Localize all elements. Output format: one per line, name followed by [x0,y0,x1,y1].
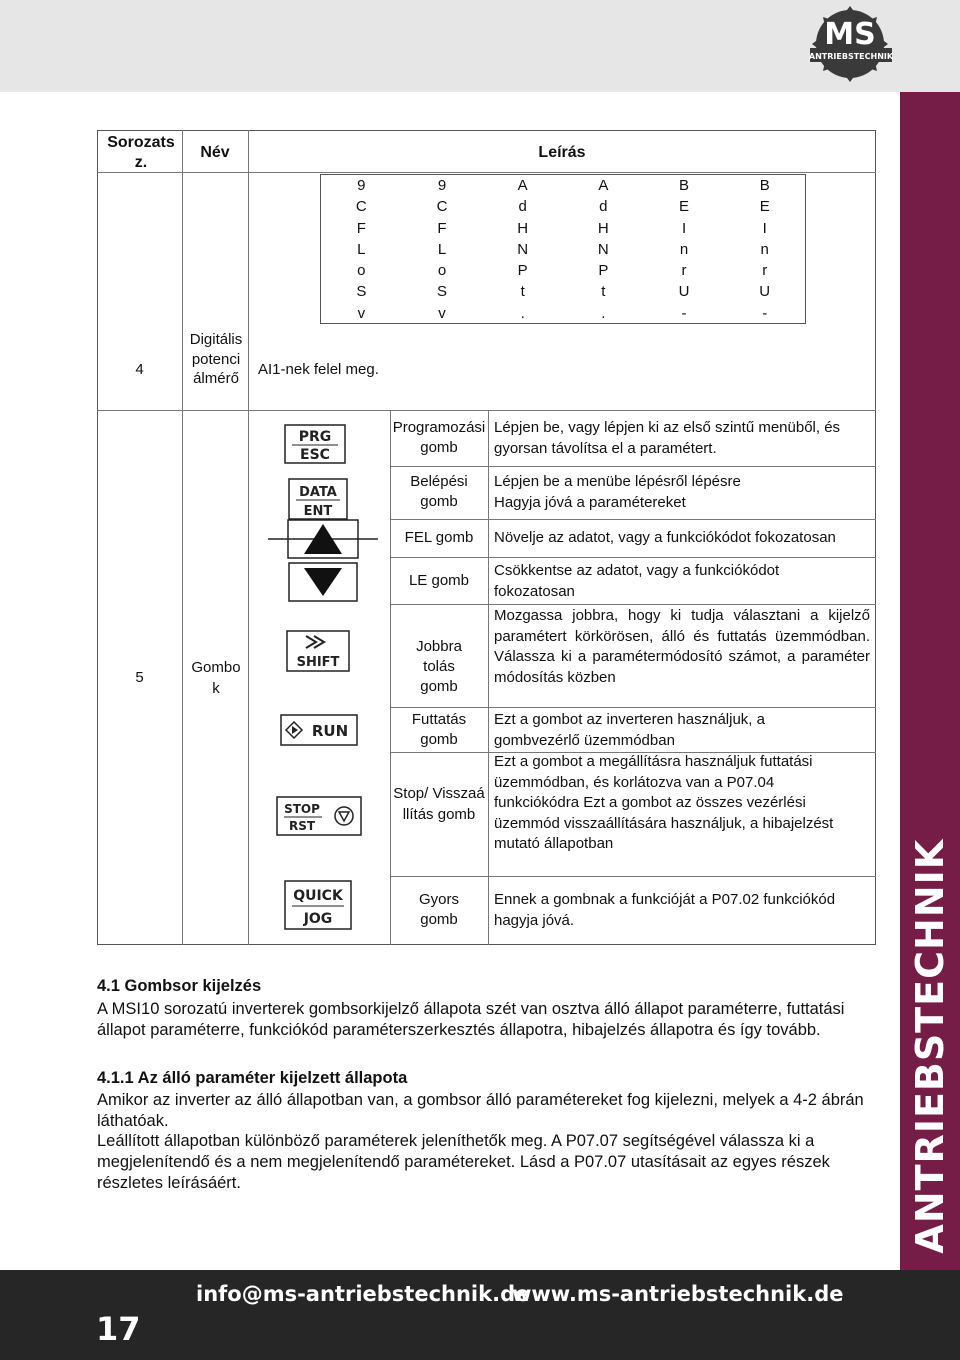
svg-text:RST: RST [288,819,316,833]
grid-cell: L [437,240,447,258]
shift-key-icon [286,630,350,672]
grid-cell: U [759,283,771,301]
row4-note: AI1-nek felel meg. [258,361,379,378]
button-desc-prg: Lépjen be, vagy lépjen ki az első szintű menüből, és gyorsan távolítsa el a paramétert. [494,419,841,457]
header-name: Név [200,144,230,161]
grid-cell: I [762,219,767,237]
footer-website-link[interactable]: www.ms-antriebstechnik.de [512,1282,844,1306]
company-logo [770,6,930,86]
button-name-shift: Jobbra tolás gomb [416,638,462,695]
header-description: Leírás [538,144,586,161]
grid-cell: n [760,240,769,258]
header-serial: Sorozats z. [107,134,175,171]
button-desc-quick: Ennek a gombnak a funkcióját a P07.02 funkciókód hagyja jóvá. [494,891,836,929]
grid-cell: S [356,283,367,301]
section-paragraph-2: Amikor az inverter az álló állapotban van, a gombsor álló paramétereket fog kijelezni, melyek a 4-2 ábrán láthatóak. [97,1091,864,1130]
grid-cell: E [679,198,690,216]
stop-rst-key-icon [276,796,362,836]
grid-cell: o [357,262,366,280]
svg-text:JOG: JOG [303,911,333,927]
grid-cell: t [601,283,606,301]
svg-text:QUICK: QUICK [293,888,343,904]
grid-cell: H [517,219,529,237]
grid-cell: F [356,219,366,237]
button-desc-down: Csökkentse az adatot, vagy a funkciókódot fokozatosan [494,562,780,600]
grid-cell: S [437,283,448,301]
grid-cell: v [357,304,366,322]
svg-text:RUN: RUN [311,722,349,740]
section-subheading: 4.1.1 Az álló paraméter kijelzett állapota [97,1069,408,1087]
grid-cell: A [517,177,528,194]
grid-cell: B [679,177,690,194]
grid-cell: . [601,304,606,322]
grid-cell: d [599,198,608,216]
grid-cell: 9 [357,177,366,194]
svg-text:STOP: STOP [284,802,320,816]
grid-row [321,196,805,217]
run-key-icon [280,714,358,746]
row4-name: Digitális potenciálmérő [189,331,243,387]
grid-row [321,260,805,281]
grid-cell: r [762,262,768,280]
data-ent-key-icon [288,478,348,520]
up-arrow-key-icon [268,518,378,560]
grid-cell: d [518,198,527,216]
logo-subtext: ANTRIEBSTECHNIK [808,52,894,61]
grid-cell: U [678,283,690,301]
button-desc-ent: Lépjen be a menübe lépésről lépésre Hagyja jóvá a paramétereket [494,473,741,511]
grid-cell: P [517,262,528,280]
button-desc-run: Ezt a gombot az inverteren használjuk, a gombvezérlő üzemmódban [494,711,765,749]
grid-cell: H [597,219,609,237]
grid-cell: t [520,283,525,301]
grid-cell: r [681,262,687,280]
svg-text:DATA: DATA [299,485,337,500]
logo-text: MS [824,17,876,52]
button-name-quick: Gyors gomb [418,891,459,928]
segment-character-grid [320,174,806,324]
button-desc-stop: Ezt a gombot a megállításra használjuk futtatási üzemmódban, és korlátozva van a P07.04 funkciókódra Ezt a gombot az összes vezérlési üzemmód visszaállítására használjuk, a hibajelzést mutató állapotban [494,753,834,852]
svg-text:PRG: PRG [298,429,332,445]
quick-jog-key-icon [284,880,352,930]
grid-row [321,239,805,260]
grid-cell: I [681,219,687,237]
grid-cell: 9 [437,177,447,194]
grid-cell: n [679,240,689,258]
section-paragraph-3: Leállított állapotban különböző paraméterek jeleníthetők meg. A P07.07 segítségével válassza ki a megjelenítendő és a nem megjelenítendő paramétereket. Lásd a P07.07 utasításait az egyes részek részletes leírásáért. [97,1132,830,1192]
prg-esc-key-icon [284,424,346,464]
button-name-ent: Belépési gomb [410,473,468,510]
down-arrow-key-icon [288,562,358,602]
grid-cell: E [759,198,770,216]
svg-text:ESC: ESC [300,447,330,463]
grid-cell: N [517,240,529,258]
button-name-up: FEL gomb [404,529,474,546]
page-number: 17 [96,1310,141,1348]
button-desc-up: Növelje az adatot, vagy a funkciókódot fokozatosan [494,529,836,546]
grid-cell: B [759,177,770,194]
grid-cell: v [438,304,446,322]
footer-email-link[interactable]: info@ms-antriebstechnik.de [196,1282,530,1306]
button-name-prg: Programozási gomb [392,419,486,456]
row5-serial: 5 [135,669,144,686]
grid-cell: o [437,262,447,280]
svg-text:ENT: ENT [303,504,333,519]
grid-cell: P [598,262,609,280]
grid-cell: A [598,177,609,194]
row4-serial: 4 [135,361,144,378]
grid-cell: C [436,198,448,216]
grid-cell: - [762,304,768,322]
grid-row [321,281,805,302]
grid-row [321,218,805,239]
section-heading: 4.1 Gombsor kijelzés [97,977,262,995]
grid-cell: N [597,240,609,258]
sidebar-brand-text: ANTRIEBSTECHNIK [908,838,952,1254]
svg-text:SHIFT: SHIFT [296,655,340,670]
button-name-run: Futtatás gomb [411,711,467,748]
section-paragraph-1: A MSI10 sorozatú inverterek gombsorkijelző állapota szét van osztva álló állapot paraméterre, futtatási állapot paraméterre, funkciókód paraméterszerkesztés állapotra, hibajelzés állapotra és így tovább. [97,1000,845,1039]
grid-cell: . [520,304,525,322]
grid-cell: L [357,240,366,258]
button-name-down: LE gomb [408,572,470,589]
grid-cell: C [355,198,367,216]
button-name-stop: Stop/ Visszaállítás gomb [393,785,485,823]
grid-row [321,175,805,196]
row5-name: Gombok [191,659,241,697]
button-desc-shift: Mozgassa jobbra, hogy ki tudja választani a kijelző paramétert körkörösen, álló és futtatás üzemmódban. Válassza ki a paramétermódosító számot, a paraméter módosítás közben [494,607,870,686]
grid-cell: F [437,219,447,237]
grid-row [321,303,805,324]
grid-cell: - [681,304,687,322]
